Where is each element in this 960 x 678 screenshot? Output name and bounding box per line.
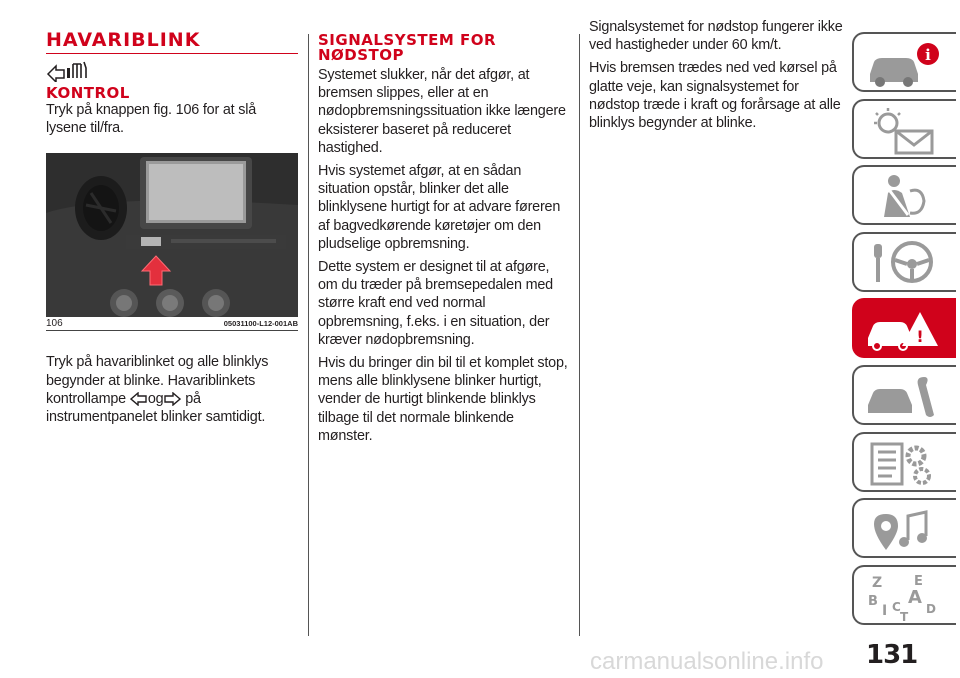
turn-left-indicator-icon xyxy=(130,392,148,406)
index-icon xyxy=(864,571,944,623)
chapter-tabs xyxy=(852,32,960,631)
emergency-icon xyxy=(864,304,944,356)
hazard-indicator-paragraph xyxy=(46,353,298,426)
figure-number: 106 xyxy=(46,318,63,330)
column-hazard-lights xyxy=(46,30,298,431)
tab-index[interactable] xyxy=(852,565,956,625)
svg-text:D: D xyxy=(926,601,936,616)
turn-right-indicator-icon xyxy=(163,392,181,406)
paragraph: Hvis bremsen trædes ned ved kørsel på glatte veje, kan signalsystemet for nødstop træde i kraft og forårsage at alle blinklys begynder at blinke. xyxy=(589,60,841,132)
tab-multimedia[interactable] xyxy=(852,498,956,558)
svg-text:I: I xyxy=(882,602,888,619)
section-title-emergency-stop: SIGNALSYSTEM FOR NØDSTOP xyxy=(318,31,497,64)
section-title-hazard: HAVARIBLINK xyxy=(46,30,298,54)
svg-text:T: T xyxy=(900,609,909,623)
steering-wheel-icon xyxy=(864,238,944,290)
tab-car-info[interactable] xyxy=(852,32,956,92)
hazard-warning-icon xyxy=(46,60,90,82)
watermark: carmanualsonline.info xyxy=(590,648,824,675)
car-maintenance-icon xyxy=(864,371,944,423)
figure-caption xyxy=(46,318,298,331)
seatbelt-airbag-icon xyxy=(864,171,944,223)
tab-warning-lights[interactable] xyxy=(852,99,956,159)
svg-text:Z: Z xyxy=(872,574,883,591)
paragraph: Hvis du bringer din bil til et komplet stop, mens alle blinklysene blinker hurtigt, vender de hurtigt blinkende blinklys tilbage til det normale blinkende mønster. xyxy=(318,355,568,444)
technical-data-icon xyxy=(864,438,944,490)
hazard-button xyxy=(141,237,161,246)
svg-text:E: E xyxy=(914,573,923,589)
paragraph: Systemet slukker, når det afgør, at bremsen slippes, eller at en nødopbremsningssituation ikke længere eksisterer baseret på reduceret hastighed. xyxy=(318,67,566,156)
paragraph: Dette system er designet til at afgøre, om du træder på bremsepedalen med større kraft end ved normal opbremsning, f.eks. i en situation, der kræver nødopbremsning. xyxy=(318,259,553,348)
hazard-paragraph-end: på instrumentpanelet blinker samtidigt. xyxy=(46,390,266,426)
paragraph: Hvis systemet afgør, at en sådan situation opstår, blinker det alle blinklysene hurtigt for at advare føreren af bagvedkørende køretøjer om den pludselige opbremsning. xyxy=(318,163,561,252)
svg-text:!: ! xyxy=(916,327,924,347)
hazard-paragraph-start: Tryk på havariblinket og alle blinklys begynder at blinke. Havariblinkets kontrollampe xyxy=(46,354,269,407)
column-divider xyxy=(308,34,309,636)
multimedia-icon xyxy=(864,504,944,556)
svg-text:C: C xyxy=(892,599,901,614)
hazard-symbol xyxy=(46,60,298,84)
tab-emergency[interactable] xyxy=(852,298,956,358)
column-continued xyxy=(589,18,847,137)
svg-text:i: i xyxy=(925,46,931,64)
hazard-paragraph-og: og xyxy=(147,390,164,407)
tab-maintenance[interactable] xyxy=(852,365,956,425)
dashboard-photo-illustration xyxy=(46,153,298,317)
paragraph: Signalsystemet for nødstop fungerer ikke ved hastigheder under 60 km/t. xyxy=(589,19,843,54)
svg-text:A: A xyxy=(908,586,922,608)
tab-technical-data[interactable] xyxy=(852,432,956,492)
tab-starting-driving[interactable] xyxy=(852,232,956,292)
column-emergency-stop-signal xyxy=(318,30,570,450)
control-instruction: Tryk på knappen fig. 106 for at slå lysene til/fra. xyxy=(46,102,257,137)
subsection-title-control: KONTROL xyxy=(46,84,130,102)
page-number: 131 xyxy=(866,640,918,670)
figure-hazard-button-photo xyxy=(46,153,298,317)
figure-code: 05031100-L12-001AB xyxy=(223,319,298,329)
tab-safety[interactable] xyxy=(852,165,956,225)
svg-text:B: B xyxy=(868,593,878,609)
column-divider xyxy=(579,34,580,636)
warning-light-icon xyxy=(864,105,944,157)
car-info-icon xyxy=(864,38,944,90)
